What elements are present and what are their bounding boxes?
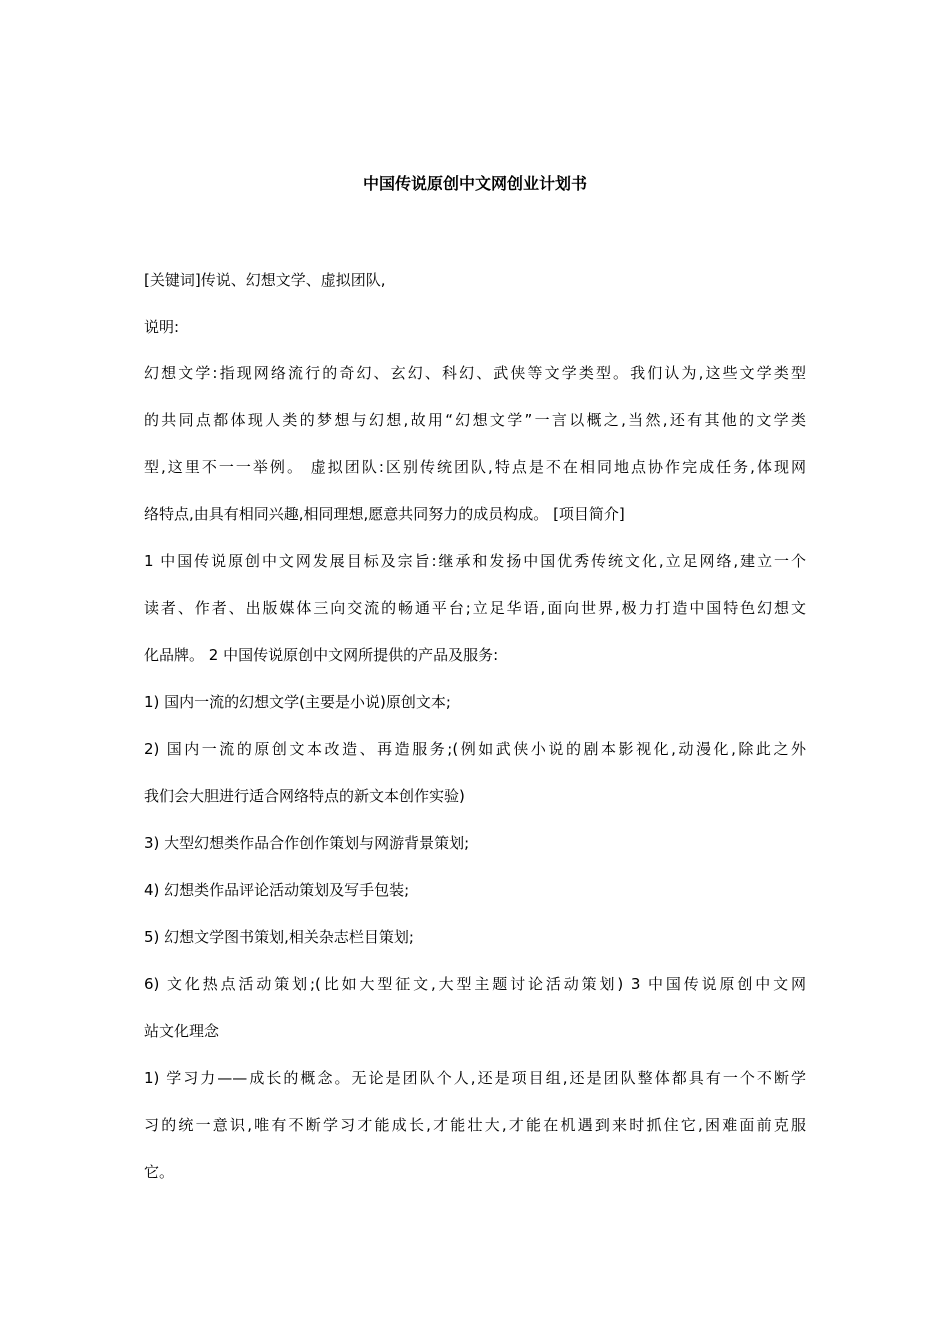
body-line: 型,这里不一一举例。 虚拟团队:区别传统团队,特点是不在相同地点协作完成任务,体现网 bbox=[144, 458, 806, 476]
list-item: 3) 大型幻想类作品合作创作策划与网游背景策划; bbox=[144, 834, 470, 852]
list-item: 1) 国内一流的幻想文学(主要是小说)原创文本; bbox=[144, 693, 451, 711]
explanation-heading: 说明: bbox=[144, 318, 180, 336]
body-line: 络特点,由具有相同兴趣,相同理想,愿意共同努力的成员构成。 [项目简介] bbox=[144, 505, 625, 523]
list-item: 2) 国内一流的原创文本改造、再造服务;(例如武侠小说的剧本影视化,动漫化,除此之外 bbox=[144, 740, 806, 758]
list-item: 4) 幻想类作品评论活动策划及写手包装; bbox=[144, 881, 410, 899]
body-line: 的共同点都体现人类的梦想与幻想,故用“幻想文学”一言以概之,当然,还有其他的文学类 bbox=[144, 411, 806, 429]
body-line: 化品牌。 2 中国传说原创中文网所提供的产品及服务: bbox=[144, 646, 499, 664]
list-item-continuation: 它。 bbox=[144, 1163, 175, 1181]
list-item-continuation: 站文化理念 bbox=[144, 1022, 220, 1040]
keywords-line: [关键词]传说、幻想文学、虚拟团队, bbox=[144, 271, 386, 289]
document-title: 中国传说原创中文网创业计划书 bbox=[362, 174, 587, 193]
list-item: 1) 学习力——成长的概念。无论是团队个人,还是项目组,还是团队整体都具有一个不断学 bbox=[144, 1069, 806, 1087]
list-item: 5) 幻想文学图书策划,相关杂志栏目策划; bbox=[144, 928, 414, 946]
body-line: 读者、作者、出版媒体三向交流的畅通平台;立足华语,面向世界,极力打造中国特色幻想文 bbox=[144, 599, 806, 617]
list-item-continuation: 我们会大胆进行适合网络特点的新文本创作实验) bbox=[144, 787, 465, 805]
list-item: 6) 文化热点活动策划;(比如大型征文,大型主题讨论活动策划) 3 中国传说原创中文网 bbox=[144, 975, 806, 993]
body-line: 1 中国传说原创中文网发展目标及宗旨:继承和发扬中国优秀传统文化,立足网络,建立一个 bbox=[144, 552, 806, 570]
body-line: 幻想文学:指现网络流行的奇幻、玄幻、科幻、武侠等文学类型。我们认为,这些文学类型 bbox=[144, 364, 806, 382]
list-item-continuation: 习的统一意识,唯有不断学习才能成长,才能壮大,才能在机遇到来时抓住它,困难面前克服 bbox=[144, 1116, 806, 1134]
